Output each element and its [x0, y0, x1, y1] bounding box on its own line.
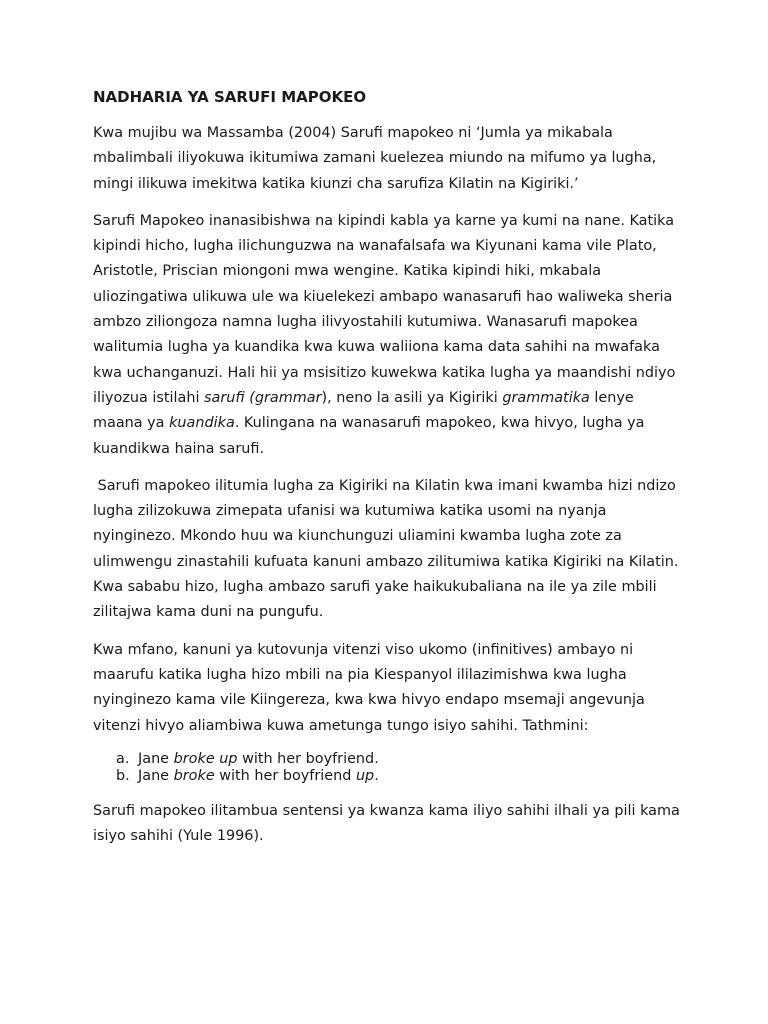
list-marker: b. [116, 767, 130, 784]
paragraph-greek-latin-text: Sarufi mapokeo ilitumia lugha za Kigiriki na Kilatin kwa imani kwamba hizi ndizo lugha zilizokuwa zimepata ufanisi wa kutumiwa katika usomi na nyanja nyinginezo. Mkondo huu wa kiunchunguzi uliamini kwamba lugha zote za ulimwengu zinastahili kufuata kanuni ambazo zilitumiwa katika Kigiriki na Kilatin. Kwa sababu hizo, lugha ambazo sarufi yake haikukubaliana na ile ya zile mbili zilitajwa kama duni na pungufu. [93, 477, 679, 621]
paragraph-conclusion: Sarufi mapokeo ilitambua sentensi ya kwanza kama iliyo sahihi ilhali ya pili kama isiyo sahihi (Yule 1996). [93, 802, 680, 845]
paragraph-history-text-1: Sarufi Mapokeo inanasibishwa na kipindi kabla ya karne ya kumi na nane. Katika kipindi hicho, lugha ilichunguzwa na wanafalsafa wa Kiyunani kama vile Plato, Aristotle, Priscian miongoni mwa wengine. Katika kipindi hiki, mkabala uliozingatiwa ulikuwa ule wa kiuelekezi ambapo wanasarufi hao waliweka sheria ambzo ziliongoza namna lugha ilivyostahili kutumiwa. Wanasarufi mapokea walitumia lugha ya kuandika kwa kuwa waliiona kama data sahihi na mwafaka kwa uchanganuzi. Hali hii ya msisitizo kuwekwa katika lugha ya maandishi ndiyo iliyozua istilahi [93, 212, 676, 406]
document-body [93, 86, 683, 861]
paragraph-greek-latin [93, 474, 683, 626]
example-list [93, 751, 683, 785]
list-item [116, 768, 683, 785]
paragraph-history-text-3: lenye maana ya [93, 389, 634, 432]
paragraph-history-text-4: . Kulingana na wanasarufi mapokeo, kwa hivyo, lugha ya kuandikwa haina sarufi. [93, 415, 645, 457]
term-kuandika: kuandika [169, 415, 235, 432]
paragraph-example-intro: Kwa mfano, kanuni ya kutovunja vitenzi viso ukomo (infinitives) ambayo ni maarufu katika lugha hizo mbili na pia Kiespanyol ililazimishwa kwa lugha nyinginezo kama vile Kiingereza, kwa kwa hivyo endapo msemaji angevunja vitenzi hivyo aliambiwa kuwa ametunga tungo isiyo sahihi. Tathmini: [93, 641, 645, 734]
document-title: NADHARIA YA SARUFI MAPOKEO [93, 88, 367, 106]
paragraph-history [93, 209, 683, 462]
paragraph-definition: Kwa mujibu wa Massamba (2004) Sarufi mapokeo ni ‘Jumla ya mikabala mbalimbali iliyokuwa ikitumiwa zamani kuelezea miundo na mifumo ya lugha, mingi ilikuwa imekitwa katika kiunzi cha sarufiza Kilatin na Kigiriki.’ [93, 125, 657, 192]
list-item [116, 751, 683, 768]
paragraph-history-text-2: ), neno la asili ya Kigiriki [321, 389, 503, 406]
example-sentence: Jane broke with her boyfriend up. [138, 767, 379, 784]
term-grammatika: grammatika [502, 389, 590, 406]
term-sarufi-grammar: sarufi (grammar [204, 389, 322, 406]
example-sentence: Jane broke up with her boyfriend. [138, 750, 379, 767]
list-marker: a. [116, 750, 130, 767]
